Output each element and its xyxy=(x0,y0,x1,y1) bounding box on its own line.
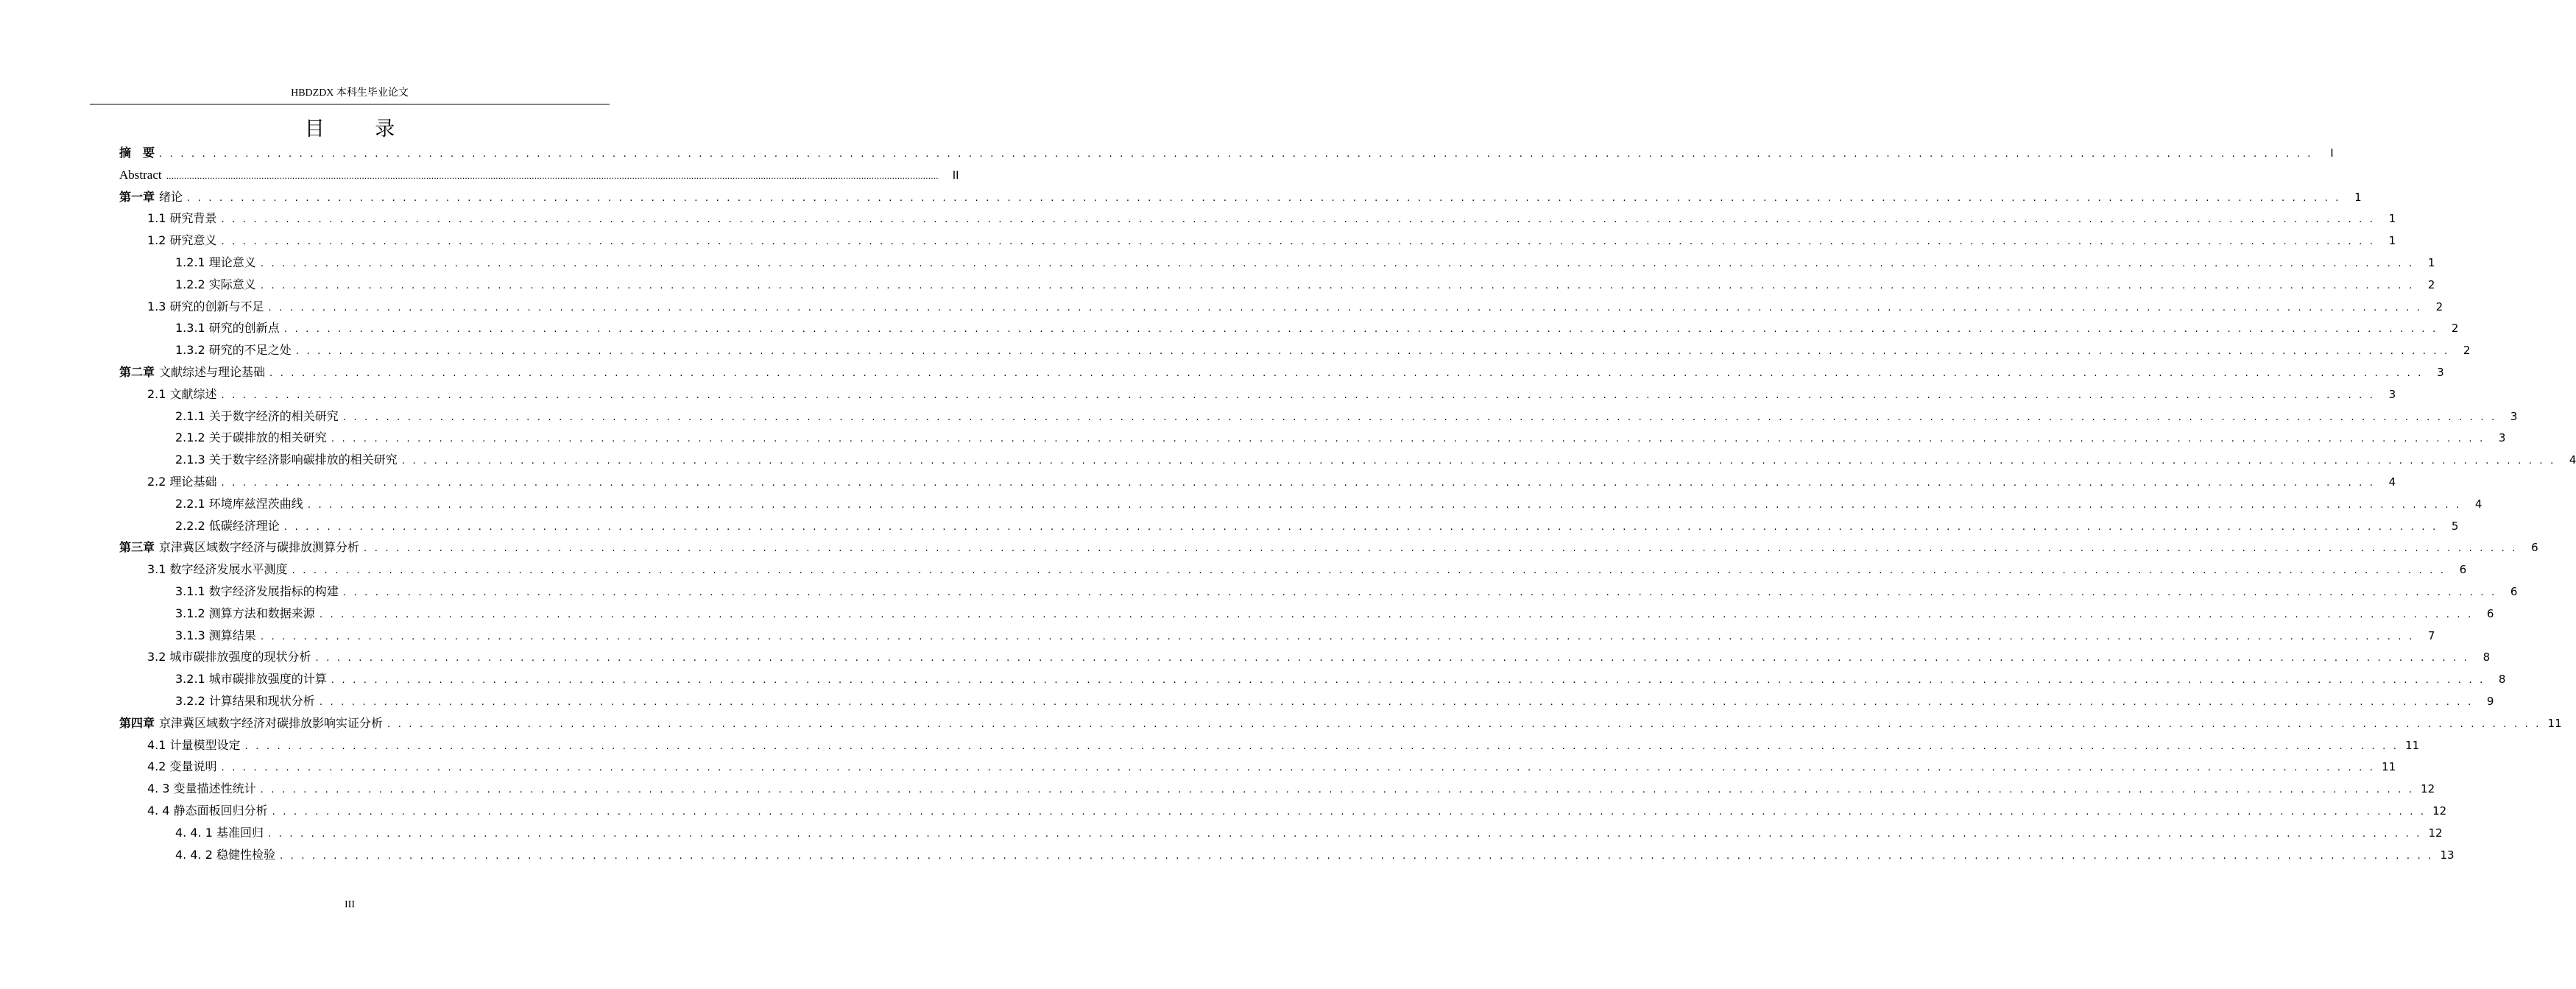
toc-page-number: 8 xyxy=(2498,673,2506,687)
dot-leader: . . . . . . . . . . . . . . . . . . . . . . . . . . . . . . . . . . . . . . . . . . . . . . . . . . . . . . . . . . . . . . . . . . . . . . . . . . . . . . . . . . . . . . . . . . . . . . . . . . . . . . . . . . . . . . . . . . . . . . . . . . . . . . . . . . . . . . . . . . . . . . . . . . . . . . . . . . . . . . . . . . . . . . . . . . . . . . . . . . . . . . . . . . . . . . . . . . . . . . . . xyxy=(315,653,2470,664)
dot-leader: . . . . . . . . . . . . . . . . . . . . . . . . . . . . . . . . . . . . . . . . . . . . . . . . . . . . . . . . . . . . . . . . . . . . . . . . . . . . . . . . . . . . . . . . . . . . . . . . . . . . . . . . . . . . . . . . . . . . . . . . . . . . . . . . . . . . . . . . . . . . . . . . . . . . . . . . . . . . . . . . . . . . . . . . . . . . . . . . . . . . . . . . . . . . . . . . . . . . . . . . xyxy=(283,324,2438,336)
dot-leader: ............................................................................................................................................................................................................................................................................................................ xyxy=(166,171,939,181)
toc-entry-label: 3.2.2 计算结果和现状分析 xyxy=(175,693,315,708)
toc-entry[interactable] xyxy=(119,778,2435,800)
dot-leader: . . . . . . . . . . . . . . . . . . . . . . . . . . . . . . . . . . . . . . . . . . . . . . . . . . . . . . . . . . . . . . . . . . . . . . . . . . . . . . . . . . . . . . . . . . . . . . . . . . . . . . . . . . . . . . . . . . . . . . . . . . . . . . . . . . . . . . . . . . . . . . . . . . . . . . . . . . . . . . . . . . . . . . . . . . . . . . . . . . . . . . . . . . . . . . . . . . . . . . . . xyxy=(331,675,2485,687)
toc-chapter-number: 第二章 xyxy=(119,364,155,379)
toc-entry[interactable] xyxy=(119,515,2459,537)
toc-entry-label: 1.3.2 研究的不足之处 xyxy=(175,343,292,358)
dot-leader: . . . . . . . . . . . . . . . . . . . . . . . . . . . . . . . . . . . . . . . . . . . . . . . . . . . . . . . . . . . . . . . . . . . . . . . . . . . . . . . . . . . . . . . . . . . . . . . . . . . . . . . . . . . . . . . . . . . . . . . . . . . . . . . . . . . . . . . . . . . . . . . . . . . . . . . . . . . . . . . . . . . . . . . . . . . . . . . . . . . . . . . . . . . . . . . . . . . . . . . . xyxy=(260,631,2415,642)
toc-page-number: 7 xyxy=(2427,628,2435,642)
toc-entry[interactable] xyxy=(119,800,2447,822)
toc-entry[interactable] xyxy=(119,449,2576,471)
dot-leader: . . . . . . . . . . . . . . . . . . . . . . . . . . . . . . . . . . . . . . . . . . . . . . . . . . . . . . . . . . . . . . . . . . . . . . . . . . . . . . . . . . . . . . . . . . . . . . . . . . . . . . . . . . . . . . . . . . . . . . . . . . . . . . . . . . . . . . . . . . . . . . . . . . . . . . . . . . . . . . . . . . . . . . . . . . . . . . . . . . . . . . . . . . . . . . . . . . . . . . . . xyxy=(387,718,2541,730)
toc-entry[interactable] xyxy=(119,252,2435,274)
toc-entry[interactable] xyxy=(119,383,2396,405)
toc-entry-label: 4. 4. 1 基准回归 xyxy=(175,825,264,840)
dot-leader: . . . . . . . . . . . . . . . . . . . . . . . . . . . . . . . . . . . . . . . . . . . . . . . . . . . . . . . . . . . . . . . . . . . . . . . . . . . . . . . . . . . . . . . . . . . . . . . . . . . . . . . . . . . . . . . . . . . . . . . . . . . . . . . . . . . . . . . . . . . . . . . . . . . . . . . . . . . . . . . . . . . . . . . . . . . . . . . . . . . . . . . . . . . . . . . . . . . . . . . . xyxy=(279,850,2434,862)
toc-page-number: 3 xyxy=(2510,409,2518,423)
toc-entry[interactable] xyxy=(119,142,2334,164)
toc-page-number: 12 xyxy=(2432,804,2447,818)
toc-entry-label: 2.1 文献综述 xyxy=(147,386,217,401)
toc-entry[interactable] xyxy=(119,581,2518,603)
toc-title: 目 录 xyxy=(304,118,417,141)
dot-leader: . . . . . . . . . . . . . . . . . . . . . . . . . . . . . . . . . . . . . . . . . . . . . . . . . . . . . . . . . . . . . . . . . . . . . . . . . . . . . . . . . . . . . . . . . . . . . . . . . . . . . . . . . . . . . . . . . . . . . . . . . . . . . . . . . . . . . . . . . . . . . . . . . . . . . . . . . . . . . . . . . . . . . . . . . . . . . . . . . . . . . . . . . . . . . . . . . . . . . . . . xyxy=(307,499,2462,511)
dot-leader: . . . . . . . . . . . . . . . . . . . . . . . . . . . . . . . . . . . . . . . . . . . . . . . . . . . . . . . . . . . . . . . . . . . . . . . . . . . . . . . . . . . . . . . . . . . . . . . . . . . . . . . . . . . . . . . . . . . . . . . . . . . . . . . . . . . . . . . . . . . . . . . . . . . . . . . . . . . . . . . . . . . . . . . . . . . . . . . . . . . . . . . . . . . . . . . . . . . . . . . . xyxy=(221,389,2376,401)
toc-entry-label: 1.3 研究的创新与不足 xyxy=(147,299,264,313)
toc-entry-label: 4.1 计量模型设定 xyxy=(147,737,241,752)
toc-page-number: 2 xyxy=(2435,299,2443,313)
dot-leader: . . . . . . . . . . . . . . . . . . . . . . . . . . . . . . . . . . . . . . . . . . . . . . . . . . . . . . . . . . . . . . . . . . . . . . . . . . . . . . . . . . . . . . . . . . . . . . . . . . . . . . . . . . . . . . . . . . . . . . . . . . . . . . . . . . . . . . . . . . . . . . . . . . . . . . . . . . . . . . . . . . . . . . . . . . . . . . . . . . . . . . . . . . . . . . . . . . . . . . . . xyxy=(221,236,2376,248)
toc-page-number: 11 xyxy=(2382,760,2396,774)
dot-leader: . . . . . . . . . . . . . . . . . . . . . . . . . . . . . . . . . . . . . . . . . . . . . . . . . . . . . . . . . . . . . . . . . . . . . . . . . . . . . . . . . . . . . . . . . . . . . . . . . . . . . . . . . . . . . . . . . . . . . . . . . . . . . . . . . . . . . . . . . . . . . . . . . . . . . . . . . . . . . . . . . . . . . . . . . . . . . . . . . . . . . . . . . . . . . . . . . . . . . . . . xyxy=(187,192,2341,204)
toc-entry[interactable] xyxy=(119,339,2471,361)
toc-entry-label: 1.3.1 研究的创新点 xyxy=(175,321,280,336)
dot-leader: . . . . . . . . . . . . . . . . . . . . . . . . . . . . . . . . . . . . . . . . . . . . . . . . . . . . . . . . . . . . . . . . . . . . . . . . . . . . . . . . . . . . . . . . . . . . . . . . . . . . . . . . . . . . . . . . . . . . . . . . . . . . . . . . . . . . . . . . . . . . . . . . . . . . . . . . . . . . . . . . . . . . . . . . . . . . . . . . . . . . . . . . . . . . . . . . . . . . . . . . xyxy=(267,828,2422,840)
toc-entry[interactable] xyxy=(119,734,2420,756)
dot-leader: . . . . . . . . . . . . . . . . . . . . . . . . . . . . . . . . . . . . . . . . . . . . . . . . . . . . . . . . . . . . . . . . . . . . . . . . . . . . . . . . . . . . . . . . . . . . . . . . . . . . . . . . . . . . . . . . . . . . . . . . . . . . . . . . . . . . . . . . . . . . . . . . . . . . . . . . . . . . . . . . . . . . . . . . . . . . . . . . . . . . . . . . . . . . . . . . . . . . . . . . xyxy=(159,149,2313,160)
dot-leader: . . . . . . . . . . . . . . . . . . . . . . . . . . . . . . . . . . . . . . . . . . . . . . . . . . . . . . . . . . . . . . . . . . . . . . . . . . . . . . . . . . . . . . . . . . . . . . . . . . . . . . . . . . . . . . . . . . . . . . . . . . . . . . . . . . . . . . . . . . . . . . . . . . . . . . . . . . . . . . . . . . . . . . . . . . . . . . . . . . . . . . . . . . . . . . . . . . . . . . . . xyxy=(244,740,2399,752)
dot-leader: . . . . . . . . . . . . . . . . . . . . . . . . . . . . . . . . . . . . . . . . . . . . . . . . . . . . . . . . . . . . . . . . . . . . . . . . . . . . . . . . . . . . . . . . . . . . . . . . . . . . . . . . . . . . . . . . . . . . . . . . . . . . . . . . . . . . . . . . . . . . . . . . . . . . . . . . . . . . . . . . . . . . . . . . . . . . . . . . . . . . . . . . . . . . . . . . . . . . . . . . xyxy=(260,784,2415,796)
toc-page-number: 8 xyxy=(2483,651,2491,664)
toc-entry-label: 3.1.2 测算方法和数据来源 xyxy=(175,606,315,620)
toc-page-number: 6 xyxy=(2459,563,2467,577)
toc-page-number: 11 xyxy=(2405,738,2420,752)
toc-entry[interactable] xyxy=(119,317,2459,339)
dot-leader: . . . . . . . . . . . . . . . . . . . . . . . . . . . . . . . . . . . . . . . . . . . . . . . . . . . . . . . . . . . . . . . . . . . . . . . . . . . . . . . . . . . . . . . . . . . . . . . . . . . . . . . . . . . . . . . . . . . . . . . . . . . . . . . . . . . . . . . . . . . . . . . . . . . . . . . . . . . . . . . . . . . . . . . . . . . . . . . . . . . . . . . . . . . . . . . . . . . . . . . . xyxy=(269,367,2424,379)
dot-leader: . . . . . . . . . . . . . . . . . . . . . . . . . . . . . . . . . . . . . . . . . . . . . . . . . . . . . . . . . . . . . . . . . . . . . . . . . . . . . . . . . . . . . . . . . . . . . . . . . . . . . . . . . . . . . . . . . . . . . . . . . . . . . . . . . . . . . . . . . . . . . . . . . . . . . . . . . . . . . . . . . . . . . . . . . . . . . . . . . . . . . . . . . . . . . . . . . . . . . . . . xyxy=(221,762,2376,774)
toc-entry-label: 2.2.1 环境库兹涅茨曲线 xyxy=(175,496,303,511)
toc-page-number: 12 xyxy=(2421,782,2435,796)
toc-entry-label: 京津冀区域数字经济对碳排放影响实证分析 xyxy=(159,715,384,730)
toc-entry-label: 文献综述与理论基础 xyxy=(159,364,266,379)
toc-chapter-number: 摘 要 xyxy=(119,146,155,160)
toc-entry-label: 绪论 xyxy=(159,189,183,204)
dot-leader: . . . . . . . . . . . . . . . . . . . . . . . . . . . . . . . . . . . . . . . . . . . . . . . . . . . . . . . . . . . . . . . . . . . . . . . . . . . . . . . . . . . . . . . . . . . . . . . . . . . . . . . . . . . . . . . . . . . . . . . . . . . . . . . . . . . . . . . . . . . . . . . . . . . . . . . . . . . . . . . . . . . . . . . . . . . . . . . . . . . . . . . . . . . . . . . . . . . . . . . . xyxy=(260,258,2415,269)
page-header: HBDZDX 本科生毕业论文 xyxy=(291,88,409,99)
toc-page-number: 4 xyxy=(2388,475,2396,489)
toc-page-number: 12 xyxy=(2428,826,2443,840)
toc-page-number: I xyxy=(2330,146,2334,160)
toc-page-number: II xyxy=(952,168,959,182)
dot-leader: . . . . . . . . . . . . . . . . . . . . . . . . . . . . . . . . . . . . . . . . . . . . . . . . . . . . . . . . . . . . . . . . . . . . . . . . . . . . . . . . . . . . . . . . . . . . . . . . . . . . . . . . . . . . . . . . . . . . . . . . . . . . . . . . . . . . . . . . . . . . . . . . . . . . . . . . . . . . . . . . . . . . . . . . . . . . . . . . . . . . . . . . . . . . . . . . . . . . . . . . xyxy=(319,609,2474,620)
dot-leader: . . . . . . . . . . . . . . . . . . . . . . . . . . . . . . . . . . . . . . . . . . . . . . . . . . . . . . . . . . . . . . . . . . . . . . . . . . . . . . . . . . . . . . . . . . . . . . . . . . . . . . . . . . . . . . . . . . . . . . . . . . . . . . . . . . . . . . . . . . . . . . . . . . . . . . . . . . . . . . . . . . . . . . . . . . . . . . . . . . . . . . . . . . . . . . . . . . . . . . . . xyxy=(331,433,2485,445)
toc-entry-label: 1.2.1 理论意义 xyxy=(175,255,256,269)
toc-page-number: 3 xyxy=(2437,365,2444,379)
toc-entry[interactable] xyxy=(119,603,2494,625)
toc-entry-label: 2.2 理论基础 xyxy=(147,474,217,489)
toc-page-number: 9 xyxy=(2486,694,2494,708)
toc-entry-label: 3.1.3 测算结果 xyxy=(175,628,256,642)
toc-chapter-number: 第四章 xyxy=(119,715,155,730)
dot-leader: . . . . . . . . . . . . . . . . . . . . . . . . . . . . . . . . . . . . . . . . . . . . . . . . . . . . . . . . . . . . . . . . . . . . . . . . . . . . . . . . . . . . . . . . . . . . . . . . . . . . . . . . . . . . . . . . . . . . . . . . . . . . . . . . . . . . . . . . . . . . . . . . . . . . . . . . . . . . . . . . . . . . . . . . . . . . . . . . . . . . . . . . . . . . . . . . . . . . . . . . xyxy=(268,302,2423,313)
dot-leader: . . . . . . . . . . . . . . . . . . . . . . . . . . . . . . . . . . . . . . . . . . . . . . . . . . . . . . . . . . . . . . . . . . . . . . . . . . . . . . . . . . . . . . . . . . . . . . . . . . . . . . . . . . . . . . . . . . . . . . . . . . . . . . . . . . . . . . . . . . . . . . . . . . . . . . . . . . . . . . . . . . . . . . . . . . . . . . . . . . . . . . . . . . . . . . . . . . . . . . . . xyxy=(342,586,2497,598)
toc-entry-label: 3.1.1 数字经济发展指标的构建 xyxy=(175,584,339,598)
dot-leader: . . . . . . . . . . . . . . . . . . . . . . . . . . . . . . . . . . . . . . . . . . . . . . . . . . . . . . . . . . . . . . . . . . . . . . . . . . . . . . . . . . . . . . . . . . . . . . . . . . . . . . . . . . . . . . . . . . . . . . . . . . . . . . . . . . . . . . . . . . . . . . . . . . . . . . . . . . . . . . . . . . . . . . . . . . . . . . . . . . . . . . . . . . . . . . . . . . . . . . . . xyxy=(221,477,2376,489)
toc-entry-label: 4.2 变量说明 xyxy=(147,759,217,774)
toc-entry[interactable] xyxy=(119,274,2435,296)
dot-leader: . . . . . . . . . . . . . . . . . . . . . . . . . . . . . . . . . . . . . . . . . . . . . . . . . . . . . . . . . . . . . . . . . . . . . . . . . . . . . . . . . . . . . . . . . . . . . . . . . . . . . . . . . . . . . . . . . . . . . . . . . . . . . . . . . . . . . . . . . . . . . . . . . . . . . . . . . . . . . . . . . . . . . . . . . . . . . . . . . . . . . . . . . . . . . . . . . . . . . . . . xyxy=(401,455,2556,467)
toc-page-number: 11 xyxy=(2547,716,2562,730)
toc-entry[interactable] xyxy=(119,471,2396,493)
toc-page-number: 13 xyxy=(2440,848,2455,862)
toc-entry-label: 4. 4. 2 稳健性检验 xyxy=(175,847,275,862)
toc-page-number: 3 xyxy=(2388,387,2396,401)
toc-entry-label: 3.2.1 城市碳排放强度的计算 xyxy=(175,672,327,687)
dot-leader: . . . . . . . . . . . . . . . . . . . . . . . . . . . . . . . . . . . . . . . . . . . . . . . . . . . . . . . . . . . . . . . . . . . . . . . . . . . . . . . . . . . . . . . . . . . . . . . . . . . . . . . . . . . . . . . . . . . . . . . . . . . . . . . . . . . . . . . . . . . . . . . . . . . . . . . . . . . . . . . . . . . . . . . . . . . . . . . . . . . . . . . . . . . . . . . . . . . . . . . . xyxy=(221,214,2376,226)
toc-chapter-number: 第一章 xyxy=(119,189,155,204)
toc-entry-label: Abstract xyxy=(119,167,162,182)
table-of-contents xyxy=(119,142,2576,865)
toc-entry-label: 2.1.1 关于数字经济的相关研究 xyxy=(175,408,339,423)
toc-page-number: 2 xyxy=(2451,322,2459,336)
dot-leader: . . . . . . . . . . . . . . . . . . . . . . . . . . . . . . . . . . . . . . . . . . . . . . . . . . . . . . . . . . . . . . . . . . . . . . . . . . . . . . . . . . . . . . . . . . . . . . . . . . . . . . . . . . . . . . . . . . . . . . . . . . . . . . . . . . . . . . . . . . . . . . . . . . . . . . . . . . . . . . . . . . . . . . . . . . . . . . . . . . . . . . . . . . . . . . . . . . . . . . . . xyxy=(272,806,2427,818)
toc-entry[interactable] xyxy=(119,493,2483,515)
toc-entry-label: 1.2.2 实际意义 xyxy=(175,277,256,291)
toc-entry[interactable] xyxy=(119,822,2443,844)
dot-leader: . . . . . . . . . . . . . . . . . . . . . . . . . . . . . . . . . . . . . . . . . . . . . . . . . . . . . . . . . . . . . . . . . . . . . . . . . . . . . . . . . . . . . . . . . . . . . . . . . . . . . . . . . . . . . . . . . . . . . . . . . . . . . . . . . . . . . . . . . . . . . . . . . . . . . . . . . . . . . . . . . . . . . . . . . . . . . . . . . . . . . . . . . . . . . . . . . . . . . . . . xyxy=(319,696,2474,708)
toc-page-number: 1 xyxy=(2388,234,2396,248)
toc-entry[interactable] xyxy=(119,361,2444,383)
dot-leader: . . . . . . . . . . . . . . . . . . . . . . . . . . . . . . . . . . . . . . . . . . . . . . . . . . . . . . . . . . . . . . . . . . . . . . . . . . . . . . . . . . . . . . . . . . . . . . . . . . . . . . . . . . . . . . . . . . . . . . . . . . . . . . . . . . . . . . . . . . . . . . . . . . . . . . . . . . . . . . . . . . . . . . . . . . . . . . . . . . . . . . . . . . . . . . . . . . . . . . . . xyxy=(295,346,2450,358)
toc-entry[interactable] xyxy=(119,646,2491,668)
toc-entry-label: 1.2 研究意义 xyxy=(147,233,217,248)
toc-entry[interactable] xyxy=(119,536,2538,559)
toc-page-number: 3 xyxy=(2498,431,2506,445)
dot-leader: . . . . . . . . . . . . . . . . . . . . . . . . . . . . . . . . . . . . . . . . . . . . . . . . . . . . . . . . . . . . . . . . . . . . . . . . . . . . . . . . . . . . . . . . . . . . . . . . . . . . . . . . . . . . . . . . . . . . . . . . . . . . . . . . . . . . . . . . . . . . . . . . . . . . . . . . . . . . . . . . . . . . . . . . . . . . . . . . . . . . . . . . . . . . . . . . . . . . . . . . xyxy=(364,543,2518,555)
toc-chapter-number: 第三章 xyxy=(119,540,155,555)
toc-page-number: 1 xyxy=(2354,190,2362,204)
toc-entry[interactable] xyxy=(119,230,2396,252)
toc-entry-label: 1.1 研究背景 xyxy=(147,211,217,226)
toc-entry[interactable] xyxy=(119,405,2518,428)
toc-page-number: 4 xyxy=(2474,497,2483,511)
toc-entry-label: 京津冀区域数字经济与碳排放测算分析 xyxy=(159,540,360,555)
toc-entry[interactable] xyxy=(119,296,2443,318)
toc-page-number: 6 xyxy=(2486,606,2494,620)
toc-entry[interactable] xyxy=(119,186,2362,208)
toc-page-number: 1 xyxy=(2427,255,2435,269)
toc-entry-label: 2.1.3 关于数字经济影响碳排放的相关研究 xyxy=(175,453,398,467)
toc-entry[interactable] xyxy=(119,712,2562,734)
toc-entry-label: 2.1.2 关于碳排放的相关研究 xyxy=(175,430,327,445)
dot-leader: . . . . . . . . . . . . . . . . . . . . . . . . . . . . . . . . . . . . . . . . . . . . . . . . . . . . . . . . . . . . . . . . . . . . . . . . . . . . . . . . . . . . . . . . . . . . . . . . . . . . . . . . . . . . . . . . . . . . . . . . . . . . . . . . . . . . . . . . . . . . . . . . . . . . . . . . . . . . . . . . . . . . . . . . . . . . . . . . . . . . . . . . . . . . . . . . . . . . . . . . xyxy=(292,565,2446,577)
toc-page-number: 4 xyxy=(2569,453,2576,467)
toc-page-number: 6 xyxy=(2510,584,2518,598)
toc-entry[interactable] xyxy=(119,164,959,186)
toc-entry[interactable] xyxy=(119,690,2494,712)
toc-entry-label: 3.1 数字经济发展水平测度 xyxy=(147,562,288,577)
dot-leader: . . . . . . . . . . . . . . . . . . . . . . . . . . . . . . . . . . . . . . . . . . . . . . . . . . . . . . . . . . . . . . . . . . . . . . . . . . . . . . . . . . . . . . . . . . . . . . . . . . . . . . . . . . . . . . . . . . . . . . . . . . . . . . . . . . . . . . . . . . . . . . . . . . . . . . . . . . . . . . . . . . . . . . . . . . . . . . . . . . . . . . . . . . . . . . . . . . . . . . . . xyxy=(283,521,2438,533)
toc-entry-label: 4. 4 静态面板回归分析 xyxy=(147,803,268,818)
toc-entry[interactable] xyxy=(119,756,2396,778)
dot-leader: . . . . . . . . . . . . . . . . . . . . . . . . . . . . . . . . . . . . . . . . . . . . . . . . . . . . . . . . . . . . . . . . . . . . . . . . . . . . . . . . . . . . . . . . . . . . . . . . . . . . . . . . . . . . . . . . . . . . . . . . . . . . . . . . . . . . . . . . . . . . . . . . . . . . . . . . . . . . . . . . . . . . . . . . . . . . . . . . . . . . . . . . . . . . . . . . . . . . . . . . xyxy=(260,280,2415,291)
toc-entry[interactable] xyxy=(119,559,2467,581)
toc-page-number: 1 xyxy=(2388,212,2396,226)
toc-entry[interactable] xyxy=(119,427,2506,449)
toc-entry-label: 3.2 城市碳排放强度的现状分析 xyxy=(147,650,311,664)
toc-entry[interactable] xyxy=(119,208,2396,230)
toc-page-number: 2 xyxy=(2463,344,2471,358)
toc-entry[interactable] xyxy=(119,844,2455,866)
toc-entry[interactable] xyxy=(119,668,2506,690)
toc-page-number: 2 xyxy=(2427,277,2435,291)
toc-page-number: 6 xyxy=(2531,541,2538,555)
toc-entry-label: 2.2.2 低碳经济理论 xyxy=(175,518,280,533)
toc-entry[interactable] xyxy=(119,625,2435,647)
toc-entry-label: 4. 3 变量描述性统计 xyxy=(147,781,256,796)
toc-page-number: 5 xyxy=(2451,519,2459,533)
dot-leader: . . . . . . . . . . . . . . . . . . . . . . . . . . . . . . . . . . . . . . . . . . . . . . . . . . . . . . . . . . . . . . . . . . . . . . . . . . . . . . . . . . . . . . . . . . . . . . . . . . . . . . . . . . . . . . . . . . . . . . . . . . . . . . . . . . . . . . . . . . . . . . . . . . . . . . . . . . . . . . . . . . . . . . . . . . . . . . . . . . . . . . . . . . . . . . . . . . . . . . . . xyxy=(342,411,2497,423)
page-number: III xyxy=(345,899,355,910)
